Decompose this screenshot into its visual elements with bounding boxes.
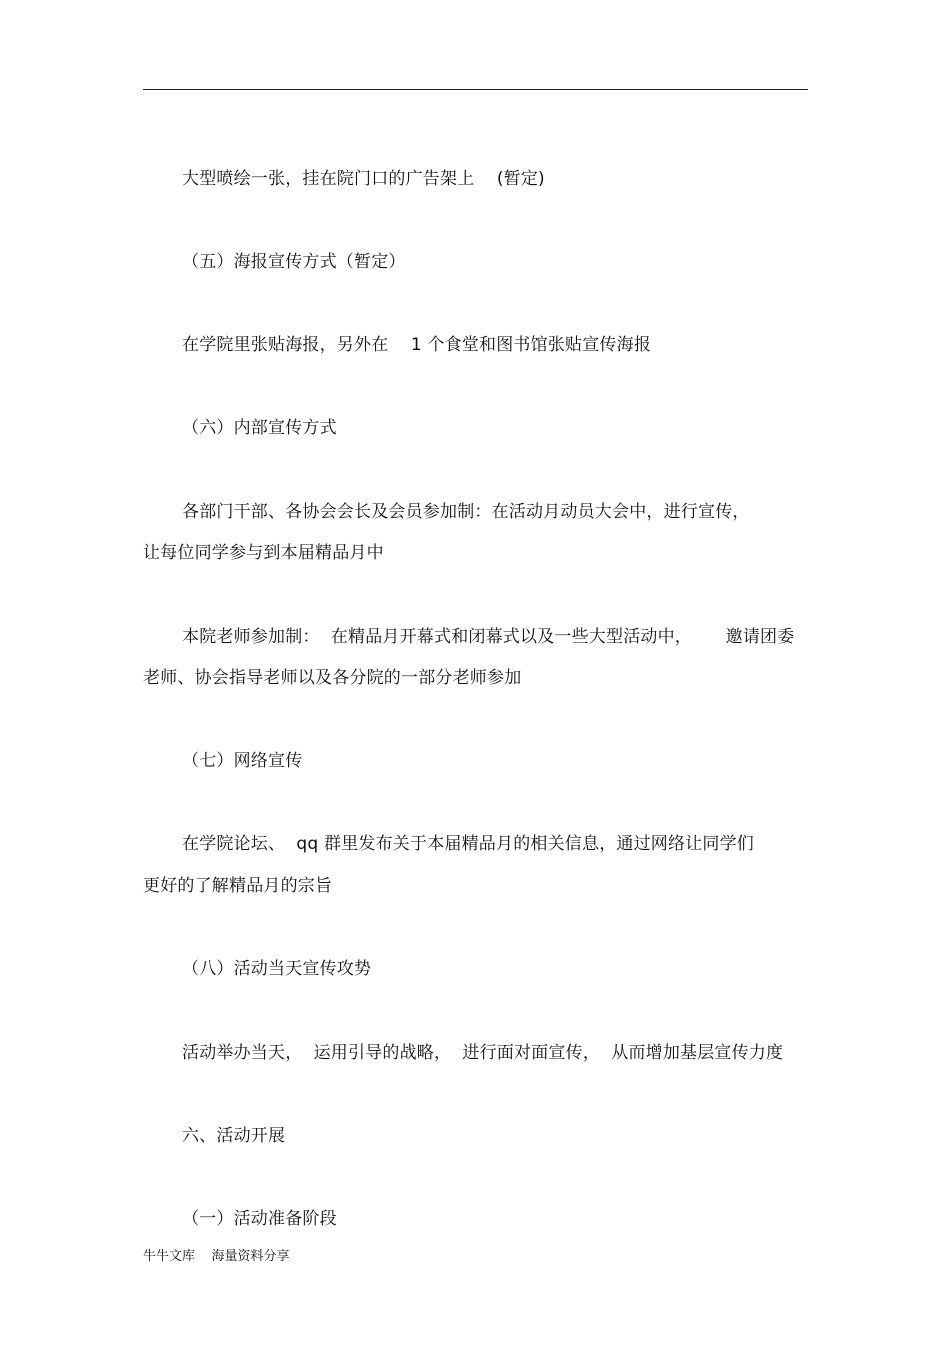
heading-event-day: （八）活动当天宣传攻势 bbox=[182, 959, 372, 979]
para-teachers-line-2: 老师、协会指导老师以及各分院的一部分老师参加 bbox=[143, 668, 522, 688]
para-large-poster: 大型喷绘一张，挂在院门口的广告架上 (暂定) bbox=[182, 169, 545, 189]
para-forum-line-1: 在学院论坛、 qq 群里发布关于本届精品月的相关信息，通过网络让同学们 bbox=[182, 834, 754, 854]
para-departments-line-1: 各部门干部、各协会会长及会员参加制：在活动月动员大会中，进行宣传， bbox=[182, 502, 750, 522]
para-forum-line-2: 更好的了解精品月的宗旨 bbox=[143, 876, 333, 896]
heading-poster-method: （五）海报宣传方式（暂定） bbox=[182, 252, 406, 272]
page-footer: 牛牛文库 海量资料分享 bbox=[143, 1249, 290, 1264]
heading-activity-launch: 六、活动开展 bbox=[182, 1126, 286, 1146]
para-posters: 在学院里张贴海报，另外在 1 个食堂和图书馆张贴宣传海报 bbox=[182, 335, 652, 355]
para-event-day: 活动举办当天， 运用引导的战略， 进行面对面宣传， 从而增加基层宣传力度 bbox=[182, 1043, 784, 1063]
para-teachers-line-1: 本院老师参加制： 在精品月开幕式和闭幕式以及一些大型活动中， 邀请团委 bbox=[182, 627, 795, 647]
heading-internal-publicity: （六）内部宣传方式 bbox=[182, 418, 337, 438]
para-departments-line-2: 让每位同学参与到本届精品月中 bbox=[143, 543, 384, 563]
heading-online-publicity: （七）网络宣传 bbox=[182, 751, 303, 771]
header-rule bbox=[143, 89, 808, 90]
heading-preparation-stage: （一）活动准备阶段 bbox=[182, 1209, 337, 1229]
